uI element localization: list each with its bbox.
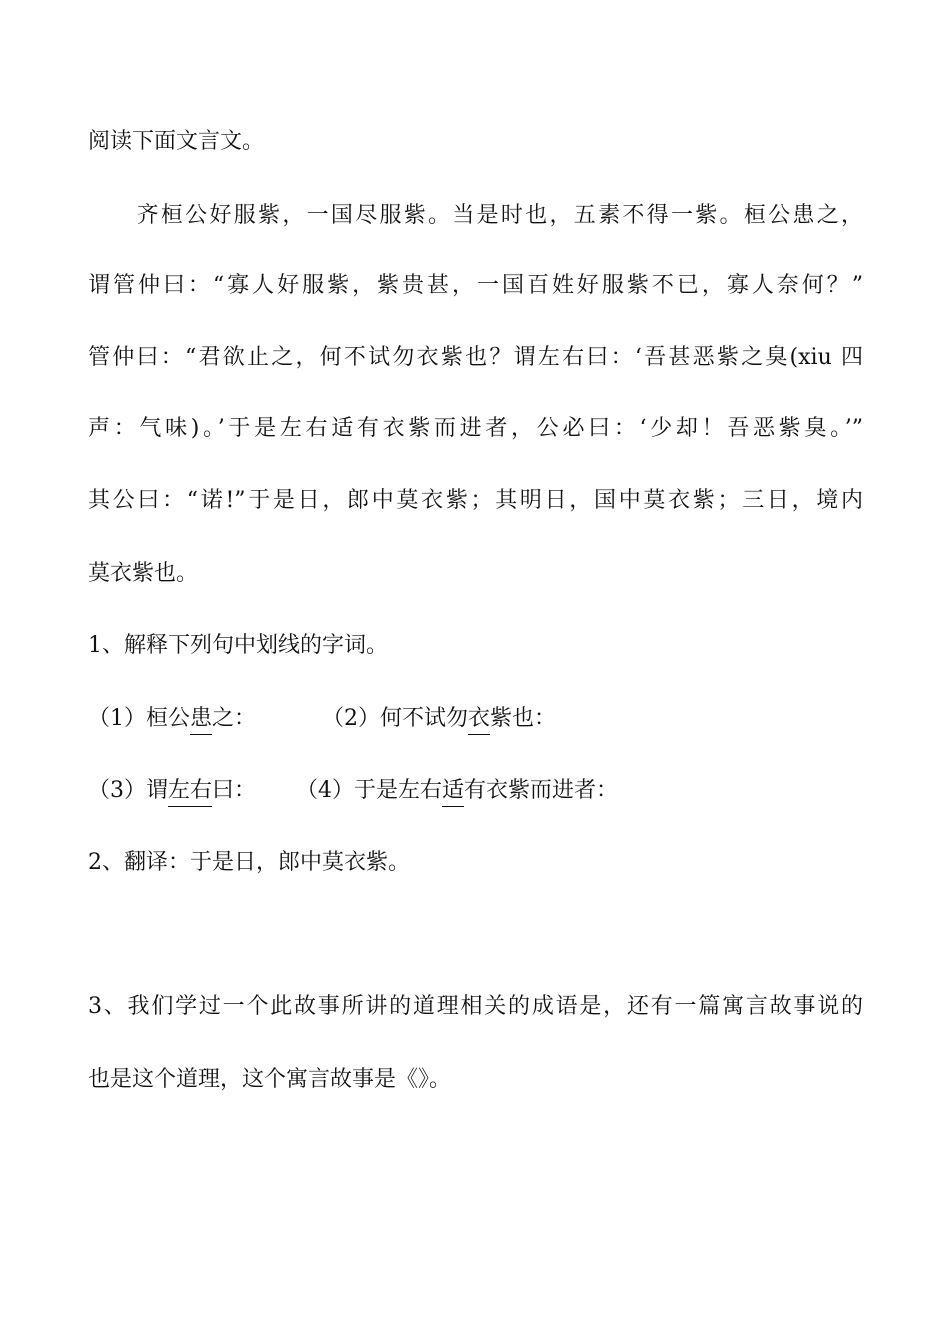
q1-item-3-suffix: 曰：: [212, 778, 257, 803]
q1-item-3-underlined: 左右: [168, 778, 212, 807]
q1-item-1: [88, 704, 256, 735]
q1-item-1-underlined: 患: [190, 706, 212, 735]
passage-line-1: 齐桓公好服紫，一国尽服紫。当是时也，五素不得一紫。桓公患之，: [88, 203, 863, 228]
q1-item-4-underlined: 适: [442, 778, 464, 807]
question-1-title: 1、解释下列句中划线的字词。: [88, 633, 388, 658]
q1-item-1-prefix: （1）桓公: [88, 706, 190, 731]
q1-item-3-prefix: （3）谓: [88, 778, 168, 803]
q1-item-4-prefix: （4）于是左右: [296, 778, 442, 803]
question-2: 2、翻译：于是日，郎中莫衣紫。: [88, 850, 410, 875]
q1-item-2-prefix: （2）何不试勿: [322, 706, 468, 731]
question-3-line-2: 也是这个道理，这个寓言故事是《》。: [88, 1067, 452, 1092]
q1-item-2-suffix: 紫也：: [490, 706, 557, 731]
q1-item-2-underlined: 衣: [468, 706, 490, 735]
q1-item-4: [296, 776, 618, 807]
q1-item-1-suffix: 之：: [212, 706, 257, 731]
passage-line-5: 其公曰：“诺!”于是日，郎中莫衣紫；其明日，国中莫衣紫；三日，境内: [88, 488, 863, 513]
q1-item-3: [88, 776, 256, 807]
question-3-line-1: 3、我们学过一个此故事所讲的道理相关的成语是，还有一篇寓言故事说的: [88, 994, 863, 1019]
passage-line-6: 莫衣紫也。: [88, 561, 199, 586]
passage-line-4: 声：气味)。’于是左右适有衣紫而进者，公必曰：‘少却！吾恶紫臭。’”: [88, 416, 863, 441]
passage-line-3: 管仲曰：“君欲止之，何不试勿衣紫也？谓左右曰：‘吾甚恶紫之臭(xiu 四: [88, 345, 863, 370]
passage-line-2: 谓管仲曰：“寡人好服紫，紫贵甚，一国百姓好服紫不已，寡人奈何？”: [88, 273, 863, 298]
q1-item-2: [322, 704, 556, 735]
q1-item-4-suffix: 有衣紫而进者：: [464, 778, 619, 803]
intro-line: 阅读下面文言文。: [88, 129, 265, 154]
